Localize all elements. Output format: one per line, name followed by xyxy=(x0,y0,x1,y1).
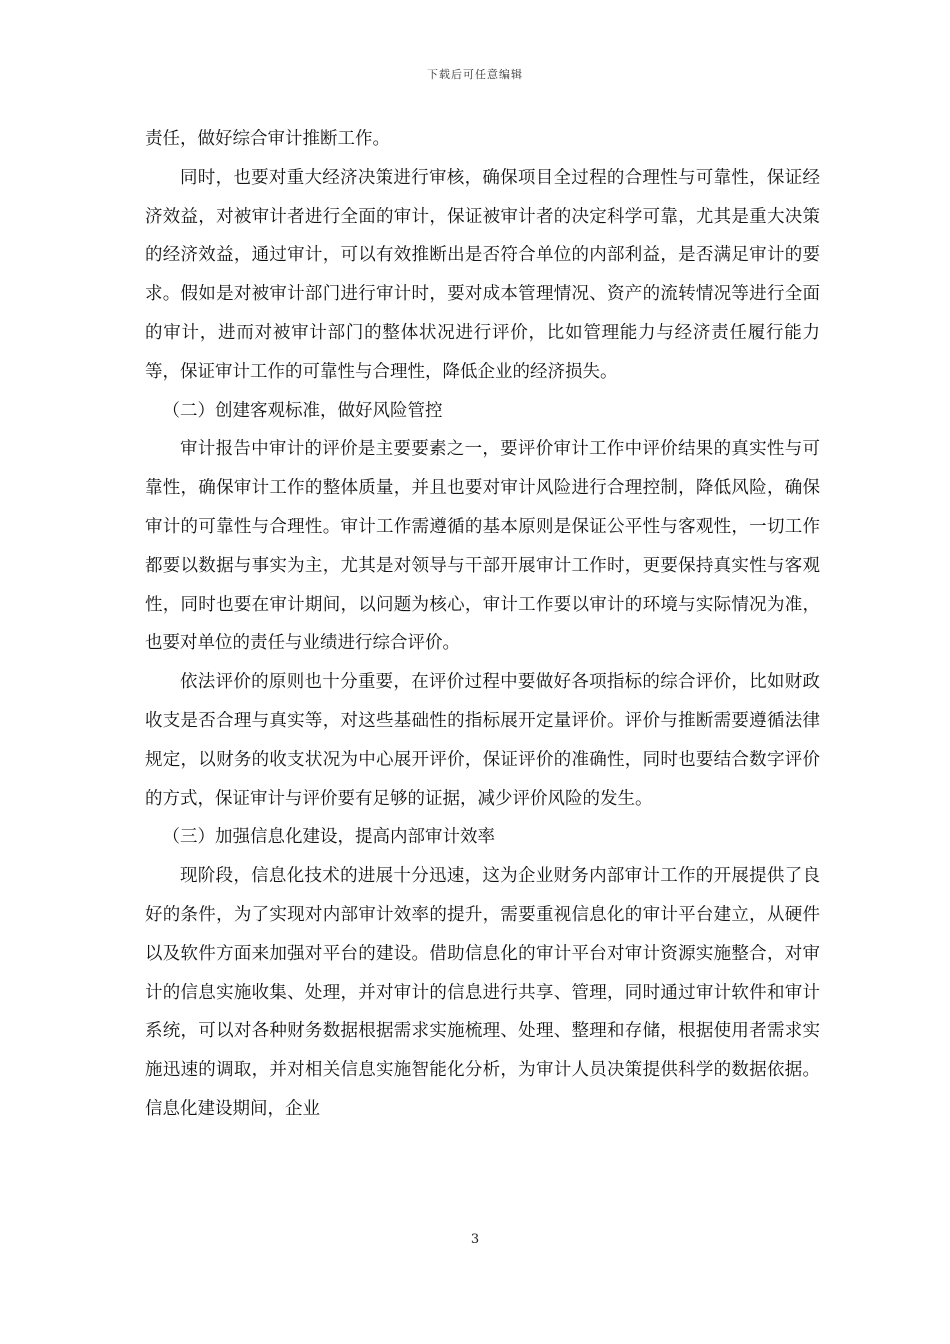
paragraph-major-decisions: 同时，也要对重大经济决策进行审核，确保项目全过程的合理性与可靠性，保证经济效益，对被审计者进行全面的审计，保证被审计者的决定科学可靠，尤其是重大决策的经济效益，通过审计，可以有效推断出是否符合单位的内部利益，是否满足审计的要求。假如是对被审计部门进行审计时，要对成本管理情况、资产的流转情况等进行全面的审计，进而对被审计部门的整体状况进行评价，比如管理能力与经济责任履行能力等，保证审计工作的可靠性与合理性，降低企业的经济损失。 xyxy=(145,167,820,382)
paragraph-audit-evaluation: 审计报告中审计的评价是主要要素之一，要评价审计工作中评价结果的真实性与可靠性，确保审计工作的整体质量，并且也要对审计风险进行合理控制，降低风险，确保审计的可靠性与合理性。审计工作需遵循的基本原则是保证公平性与客观性，一切工作都要以数据与事实为主，尤其是对领导与干部开展审计工作时，更要保持真实性与客观性，同时也要在审计期间，以问题为核心，审计工作要以审计的环境与实际情况为准，也要对单位的责任与业绩进行综合评价。 xyxy=(145,439,820,654)
page-header-note: 下载后可任意编辑 xyxy=(427,68,523,81)
section-heading-3: （三）加强信息化建设，提高内部审计效率 xyxy=(162,827,495,848)
page-number: 3 xyxy=(470,1232,480,1247)
paragraph-legal-evaluation: 依法评价的原则也十分重要，在评价过程中要做好各项指标的综合评价，比如财政收支是否合理与真实等，对这些基础性的指标展开定量评价。评价与推断需要遵循法律规定，以财务的收支状况为中心展开评价，保证评价的准确性，同时也要结合数字评价的方式，保证审计与评价要有足够的证据，减少评价风险的发生。 xyxy=(145,672,820,809)
paragraph-informatization: 现阶段，信息化技术的进展十分迅速，这为企业财务内部审计工作的开展提供了良好的条件，为了实现对内部审计效率的提升，需要重视信息化的审计平台建立，从硬件以及软件方面来加强对平台的建设。借助信息化的审计平台对审计资源实施整合，对审计的信息实施收集、处理，并对审计的信息进行共享、管理，同时通过审计软件和审计系统，可以对各种财务数据根据需求实施梳理、处理、整理和存储，根据使用者需求实施迅速的调取，并对相关信息实施智能化分析，为审计人员决策提供科学的数据依据。信息化建设期间，企业 xyxy=(145,866,820,1119)
document-body xyxy=(145,120,820,1129)
paragraph-continuation: 责任，做好综合审计推断工作。 xyxy=(145,129,390,149)
section-heading-2: （二）创建客观标准，做好风险管控 xyxy=(162,400,443,421)
